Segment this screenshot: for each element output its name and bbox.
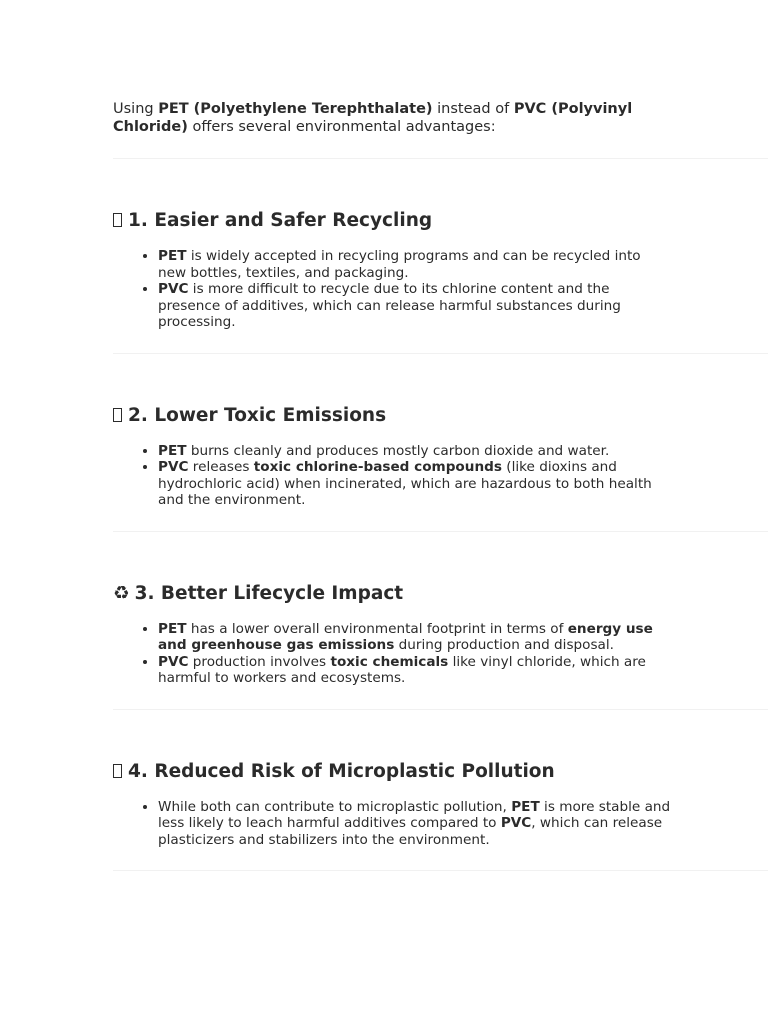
bold-term: PET xyxy=(158,248,187,264)
bold-term: PVC xyxy=(158,459,189,475)
intro-text: offers several environmental advantages: xyxy=(187,119,496,135)
list-text: has a lower overall environmental footprint in terms of xyxy=(186,620,568,637)
intro-text: Using xyxy=(113,101,159,117)
list-text: While both can contribute to microplastic pollution, xyxy=(158,798,512,815)
divider xyxy=(113,709,768,710)
intro-paragraph xyxy=(113,100,673,136)
list-text: is more stable and less likely to leach harmful additives compared to xyxy=(158,798,671,831)
list-text: is more difficult to recycle due to its chlorine content and the presence of additives, which can release harmful substances during processing. xyxy=(158,281,621,330)
list-item xyxy=(158,459,673,509)
section-2-list xyxy=(113,443,673,509)
section-3-list xyxy=(113,621,673,687)
list-text: during production and disposal. xyxy=(394,637,614,653)
intro-text: instead of xyxy=(432,101,514,117)
list-item xyxy=(158,621,673,654)
list-item xyxy=(158,248,673,281)
section-4-title: 4. Reduced Risk of Microplastic Pollution xyxy=(128,760,555,782)
bold-term: toxic chemicals xyxy=(330,653,449,670)
box-icon xyxy=(113,213,122,227)
bold-term: PVC xyxy=(500,815,532,831)
list-text: , which can release plasticizers and stabilizers into the environment. xyxy=(158,815,663,848)
section-1-list xyxy=(113,248,673,331)
bold-term: toxic chlorine-based compounds xyxy=(253,459,502,475)
divider xyxy=(113,158,768,159)
list-text: is widely accepted in recycling programs and can be recycled into new bottles, textiles, and packaging. xyxy=(158,248,641,281)
list-item xyxy=(158,443,673,460)
bold-term: PVC xyxy=(158,653,189,670)
section-1-title: 1. Easier and Safer Recycling xyxy=(128,210,433,231)
box-icon xyxy=(113,764,122,778)
list-text: releases xyxy=(188,459,254,475)
bold-term: PET xyxy=(158,442,187,459)
bold-term: PVC xyxy=(158,281,189,297)
list-text: (like dioxins and hydrochloric acid) when incinerated, which are hazardous to both health and the environment. xyxy=(158,459,652,508)
section-4-list xyxy=(113,799,673,849)
list-text: production involves xyxy=(188,653,331,670)
section-3-heading xyxy=(113,582,673,606)
section-4-heading xyxy=(113,760,673,784)
bold-term: energy use and greenhouse gas emissions xyxy=(158,620,653,653)
recycle-icon: ♻ xyxy=(113,582,130,604)
section-2-heading xyxy=(113,404,673,428)
list-item xyxy=(158,799,673,849)
list-item xyxy=(158,654,673,687)
section-3-title: 3. Better Lifecycle Impact xyxy=(134,582,404,604)
divider xyxy=(113,531,768,532)
box-icon xyxy=(113,408,122,422)
divider xyxy=(113,870,768,871)
divider xyxy=(113,353,768,354)
bold-term: PET xyxy=(511,798,540,815)
section-2-title: 2. Lower Toxic Emissions xyxy=(128,404,387,426)
document-body xyxy=(113,100,673,871)
list-text: like vinyl chloride, which are harmful to workers and ecosystems. xyxy=(158,653,646,686)
intro-pvc-term: PVC (Polyvinyl Chloride) xyxy=(113,101,633,135)
list-item xyxy=(158,281,673,331)
bold-term: PET xyxy=(158,620,187,637)
section-1-heading xyxy=(113,209,673,233)
list-text: burns cleanly and produces mostly carbon dioxide and water. xyxy=(186,442,610,459)
intro-pet-term: PET (Polyethylene Terephthalate) xyxy=(158,101,433,117)
